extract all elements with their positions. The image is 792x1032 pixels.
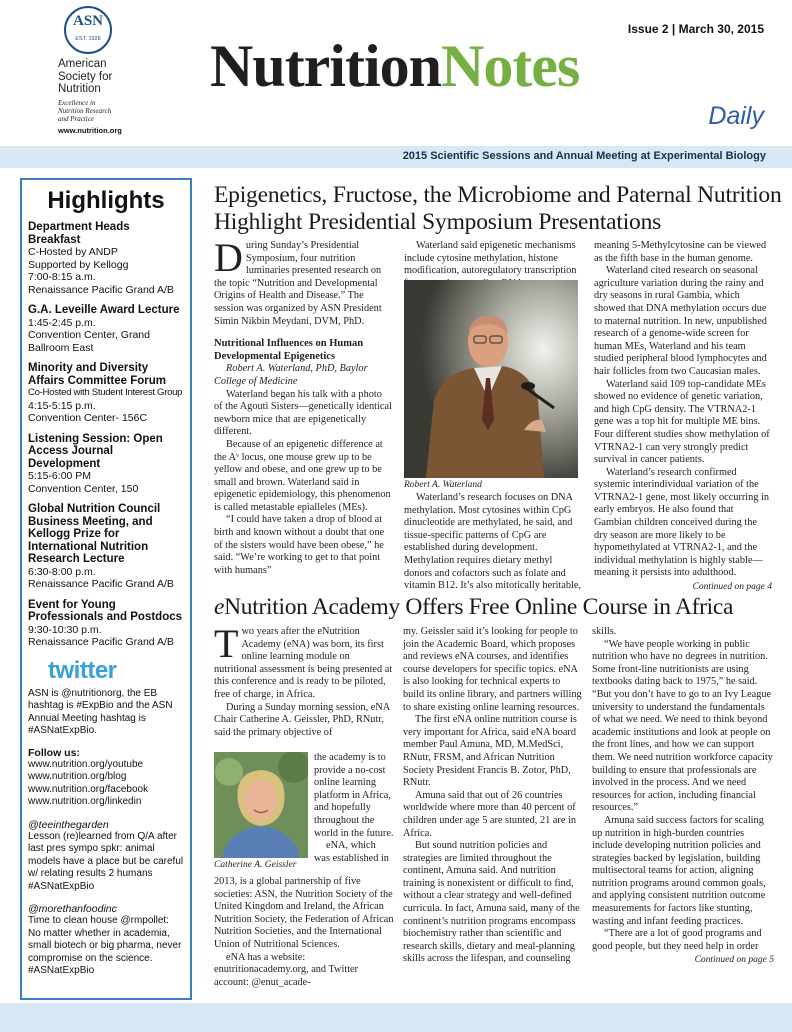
logo-name-line: Nutrition [58, 83, 101, 95]
article1-column-1 [214, 235, 392, 577]
highlights-sidebar [20, 178, 192, 1000]
paragraph: Waterland cited research on seasonal agriculture variation during the rainy and dry seasons in rural Gambia, which showed that DNA methylation occurs due to maternal nutrition. In new, unpublished research of a genome-wide screen for human MEs, Waterland and his team studied peripheral blood lymphocytes and hair follicles from two Caucasian males. [594, 265, 767, 377]
asn-seal-icon [64, 6, 112, 54]
asn-logo[interactable] [58, 6, 188, 135]
event-detail: Renaissance Pacific Grand A/B [28, 636, 174, 648]
sidebar-event [28, 362, 184, 425]
headline-e: e [214, 594, 225, 620]
article1-headline: Epigenetics, Fructose, the Microbiome and Paternal Nutrition Highlight Presidential Symposium Presentations [214, 182, 782, 235]
waterland-caption: Robert A. Waterland [404, 480, 482, 490]
logo-name-line: American [58, 58, 107, 70]
title-part-notes: Notes [441, 33, 580, 99]
event-detail: Convention Center, Grand Ballroom East [28, 329, 150, 354]
paragraph: 2013, is a global partnership of five societies: ASN, the Nutrition Society of the United Kingdom and Ireland, the African Nutrition Society, the Federation of African Nutrition Societies, and the International Union of Nutritional Sciences. [214, 876, 394, 950]
article1-column-2-bottom [404, 492, 582, 593]
paragraph: Amuna said success factors for scaling up nutrition in high-burden countries include developing nutrition policies and strategies backed by legislation, building multisectoral teams for action, aligning nutrition programs around common goals, and applying consistent nutrition outcome measurements for factors like stunting, wasting and infant feeding practices. [592, 814, 766, 927]
waterland-photo [404, 280, 578, 478]
logo-tagline [58, 99, 188, 123]
title-part-nutrition: Nutrition [210, 33, 441, 99]
article2-column-1-bottom [214, 876, 394, 989]
geissler-photo [214, 752, 308, 858]
subtitle-bar [0, 146, 792, 168]
highlights-title: Highlights [47, 187, 165, 214]
sidebar-event [28, 304, 184, 354]
paragraph: my. Geissler said it’s looking for people to join the Academic Board, which proposes and reviews eNA courses, and identifies course developers for specific topics. eNA is also looking for technical experts to build its online library, and partners willing to share existing online learning resources. [403, 626, 582, 713]
dropcap: D [214, 235, 243, 280]
paragraph: Waterland’s research focuses on DNA methylation. Most cytosines within CpG dinucleotide are methylated, he said, and tissue-specific patterns of CpG are established during development. Methylation requires dietary methyl donors and cofactors such as folate and vitamin B12. It’s also mitotically heritable, [404, 492, 582, 592]
paragraph: The first eNA online nutrition course is very important for Africa, said eNA board member Paul Amuna, MD, M.MedSci, RNutr, FRSM, and African Nutrition Society President Francis B. Zotor, PhD, RNutr. [403, 714, 577, 789]
paragraph: “We have people working in public nutrition who have no degrees in nutrition. Some front-line nutritionists are using textbooks dating back to 1975,” he said. “But you don’t have to go to an Ivy League university to understand the fundamentals of what we need. We need to think beyond academic institutions and look at people on the front lines, and how we can support them. We need nutrition workforce capacity building to ensure that professionals are involved in the process. And we need resources for action, including financial resources.” [592, 638, 773, 814]
dropcap: T [214, 621, 239, 666]
event-detail: 4:15-5:15 p.m. [28, 399, 96, 412]
event-detail: 1:45-2:45 p.m. [28, 316, 96, 329]
event-detail: Renaissance Pacific Grand A/B [28, 578, 174, 590]
article2-column-3 [592, 626, 774, 967]
paragraph: Amuna said that out of 26 countries worldwide where more than 40 percent of children under age 5 are stunted, 21 are in Africa. [403, 789, 576, 839]
logo-tagline-line: and Practice [58, 114, 94, 123]
event-detail: Renaissance Pacific Grand A/B [28, 283, 174, 296]
event-detail: Co-Hosted with Student Interest Group [28, 387, 183, 398]
article1-byline: Robert A. Waterland, PhD, Baylor College of Medicine [214, 363, 368, 387]
paragraph: the academy is to provide a no-cost online learning platform in Africa, and hopefully throughout the world in the future. [314, 752, 394, 839]
event-title: G.A. Leveille Award Lecture [28, 304, 180, 316]
article2-lead [214, 621, 394, 702]
paragraph: eNA has a website: enutritionacademy.org, and Twitter account: @enut_acade- [214, 951, 359, 988]
paragraph: Waterland said 109 top-candidate MEs showed no evidence of genetic variation, and high CpG density. The VTRNA2-1 gene was a top hit for multiple ME bins. Four different studies show methylation of VTRNA2-1 can very strongly predict survival in cancer patients. [594, 378, 770, 466]
newsletter-title [210, 34, 579, 98]
logo-tagline-line: Nutrition Research [58, 106, 112, 115]
twitter-hashtag-text: ASN is @nutritionorg, the EB hashtag is #ExpBio and the ASN Annual Meeting hashtag is #ASNatExpBio. [28, 687, 173, 736]
paragraph: meaning 5-Methylcytosine can be viewed as the fifth base in the human genome. [594, 240, 767, 264]
continued-link[interactable]: Continued on page 5 [694, 955, 774, 966]
event-title: Minority and Diversity Affairs Committee Forum [28, 362, 167, 387]
issue-date: Issue 2 | March 30, 2015 [627, 22, 764, 36]
tweet-handle[interactable]: @teeinthegarden [28, 818, 109, 831]
tweet-handle[interactable]: @morethanfoodinc [28, 903, 117, 915]
paragraph: Waterland’s research confirmed systemic interindividual variation of the VTRNA2-1 gene, most likely occurring in early embryos. He also found that Gambian children conceived during the dry season are more likely to be hypomethylated at VTRNA2-1, and the individual methylation is highly stable—meaning it persists into adulthood. [594, 466, 770, 579]
paragraph: “There are a lot of good programs and good people, but they need help in order [592, 928, 762, 952]
paragraph: But sound nutrition policies and strategies are limited throughout the continent, Amuna said. And nutrition training is nonexistent or difficult to find, without a clear strategy and well-defined curricula. In fact, Amuna said, many of the continent’s nutrition programs encompass biochemistry rather than scientific and research skills, dietary and meal-planning skills across the lifespan, and counseling [403, 840, 580, 965]
event-detail: Convention Center- 156C [28, 412, 148, 424]
logo-url[interactable]: www.nutrition.org [58, 125, 122, 135]
event-title: Global Nutrition Council Business Meeting, and Kellogg Prize for International Nutrition Research Lecture [28, 503, 161, 565]
event-title: Event for Young Professionals and Postdocs [28, 598, 183, 623]
logo-tagline-line: Excellence in [58, 98, 96, 107]
paragraph: Waterland said epigenetic mechanisms include cytosine methylation, histone modification, autoregulatory transcription [404, 240, 577, 277]
logo-est: EST. 1928 [75, 36, 101, 42]
paragraph: Because of an epigenetic difference at the Aᵛ locus, one mouse grew up to be yellow and obese, and one grew up to be small and brown. Waterland said in epigenetic epidemiology, this phenomenon is called metastable epialleles (MEs). [214, 438, 391, 513]
meeting-subtitle: 2015 Scientific Sessions and Annual Meeting at Experimental Biology [402, 150, 766, 162]
logo-org-name [58, 58, 188, 96]
logo-badge-text: ASN [72, 13, 103, 29]
tweet-text: Lesson (re)learned from Q/A after last pres sympo spkr: animal models have a place but be careful w/ relating results 2 humans #ASNatExpBio [28, 830, 184, 892]
article1-lead-text: uring Sunday’s Presidential Symposium, four nutrition luminaries presented research on the topic “Nutrition and Developmental Origins of Health and Disease.” The session was organized by ASN President Simin Nikbin Meydani, DVM, PhD. [214, 240, 382, 327]
article1-column-3 [594, 240, 772, 594]
follow-link[interactable]: www.nutrition.org/facebook [28, 783, 149, 795]
paragraph: “I could have taken a drop of blood at birth and known without a doubt that one of the sisters would have been obese,” he said. “We’re working to get to that point with humans” [214, 514, 385, 576]
article2-lead-text: wo years after the eNutrition Academy (eNA) was born, its first online learning module on nutritional assessment is being presented at this conference and is ready to be piloted, free of charge, in Africa. [214, 626, 393, 700]
event-detail: 9:30-10:30 p.m. [28, 623, 102, 636]
geissler-caption: Catherine A. Geissler [214, 860, 297, 870]
follow-link[interactable]: www.nutrition.org/blog [28, 771, 127, 782]
follow-us-heading: Follow us: [28, 746, 80, 759]
article2-column-1-wrap [314, 752, 394, 865]
event-detail: C-Hosted by ANDP [28, 246, 118, 258]
article2-column-2 [403, 626, 583, 966]
title-daily: Daily [708, 102, 764, 130]
sidebar-event [28, 503, 184, 591]
speaker-photo-image [214, 752, 308, 858]
follow-link[interactable]: www.nutrition.org/linkedin [28, 796, 142, 807]
event-detail: 5:15-6:00 PM [28, 470, 92, 482]
article2-headline [214, 594, 784, 621]
tweet-text: Time to clean house @rmpollet: No matter whether in academia, small biotech or big pharma, never compromise on the science. #ASNatExpBio [28, 915, 182, 976]
event-detail: Supported by Kellogg [28, 258, 129, 271]
logo-name-line: Society for [58, 70, 113, 83]
event-title: Listening Session: Open Access Journal Development [28, 432, 163, 470]
twitter-logo-icon[interactable]: twitter [48, 656, 117, 684]
sidebar-event [28, 433, 184, 496]
paragraph: During a Sunday morning session, eNA Chair Catherine A. Geissler, PhD, RNutr, said the primary objective of [214, 701, 390, 738]
event-detail: Convention Center, 150 [28, 482, 139, 495]
sidebar-event [28, 599, 184, 649]
paragraph: eNA, which was established in [314, 840, 389, 864]
article1-lead [214, 235, 392, 328]
speaker-photo-image [404, 280, 578, 478]
event-title: Department Heads Breakfast [28, 221, 130, 246]
sidebar-event [28, 221, 184, 296]
footer-bar [0, 1003, 792, 1032]
continued-link[interactable]: Continued on page 4 [692, 582, 772, 593]
paragraph: skills. [592, 626, 617, 637]
article2-column-1-top [214, 621, 394, 739]
paragraph: Waterland began his talk with a photo of the Agouti Sisters—genetically identical newborn mice that are epigenetically different. [214, 388, 392, 438]
article1-subhead: Nutritional Influences on Human Developmental Epigenetics [214, 338, 364, 362]
headline-rest: Nutrition Academy Offers Free Online Course in Africa [224, 594, 734, 620]
follow-link[interactable]: www.nutrition.org/youtube [28, 758, 144, 770]
event-detail: 7:00-8:15 a.m. [28, 271, 96, 283]
event-detail: 6:30-8:00 p.m. [28, 565, 96, 578]
